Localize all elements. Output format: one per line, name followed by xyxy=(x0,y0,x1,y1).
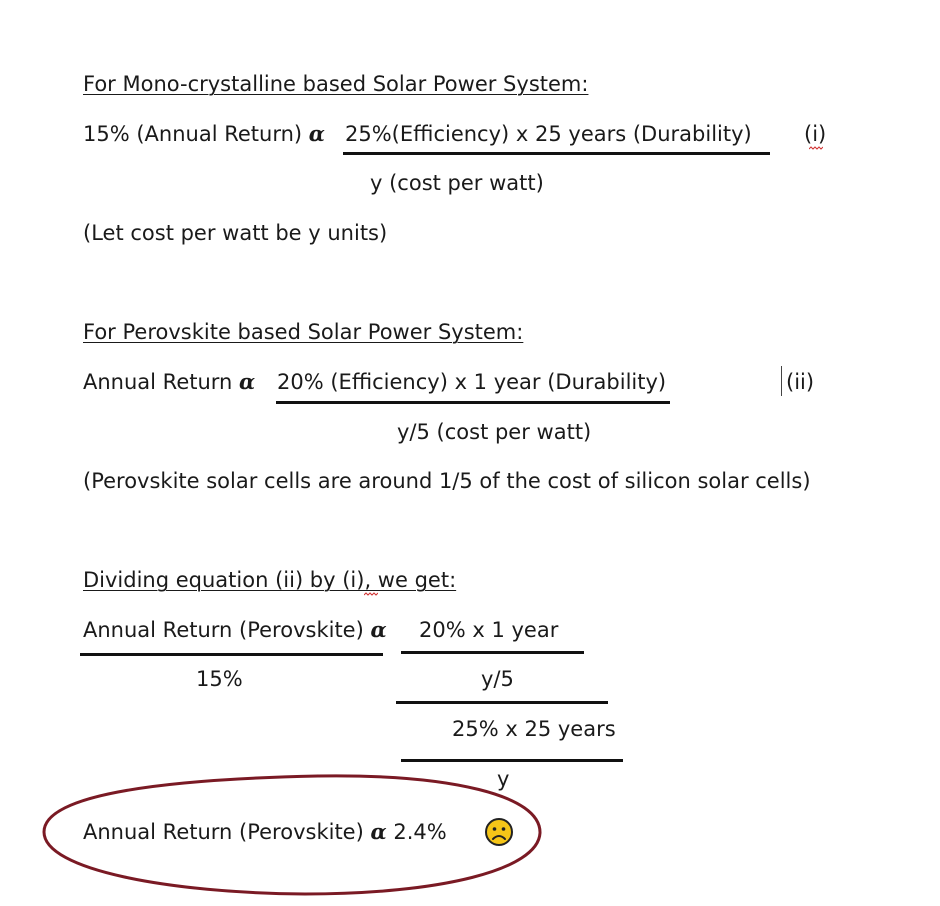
result-alpha-symbol: α xyxy=(370,819,387,844)
result-text: Annual Return (Perovskite) xyxy=(83,820,364,844)
divide-rhs-middle: y/5 xyxy=(481,667,514,691)
sad-face-icon xyxy=(484,817,514,847)
mono-equation-label: (i) xyxy=(804,122,827,146)
result-value: 2.4% xyxy=(393,820,447,844)
perov-equation-label: (ii) xyxy=(786,370,815,394)
mono-lhs-text: 15% (Annual Return) xyxy=(83,122,303,146)
mono-alpha-symbol: α xyxy=(308,121,325,146)
mono-note: (Let cost per watt be y units) xyxy=(83,221,388,245)
perov-note: (Perovskite solar cells are around 1/5 of the cost of silicon solar cells) xyxy=(83,469,811,493)
perov-alpha-symbol: α xyxy=(239,369,256,394)
divide-heading: Dividing equation (ii) by (i), we get: xyxy=(83,568,457,592)
divide-rhs-den-denominator: y xyxy=(497,767,510,791)
divide-lhs-denominator: 15% xyxy=(196,667,243,691)
perov-numerator: 20% (Efficiency) x 1 year (Durability) xyxy=(277,370,667,394)
mono-heading: For Mono-crystalline based Solar Power System: xyxy=(83,72,589,96)
perov-denominator: y/5 (cost per watt) xyxy=(397,420,592,444)
divide-rhs-numerator: 20% x 1 year xyxy=(419,618,559,642)
divide-rhs-den-numerator: 25% x 25 years xyxy=(452,717,616,741)
divide-lhs-text: Annual Return (Perovskite) xyxy=(83,618,364,642)
result-line xyxy=(83,819,447,845)
divide-alpha-symbol: α xyxy=(370,617,387,642)
perov-heading: For Perovskite based Solar Power System: xyxy=(83,320,524,344)
mono-numerator: 25%(Efficiency) x 25 years (Durability) xyxy=(345,122,752,146)
mono-denominator: y (cost per watt) xyxy=(370,171,544,195)
perov-lhs-text: Annual Return xyxy=(83,370,233,394)
